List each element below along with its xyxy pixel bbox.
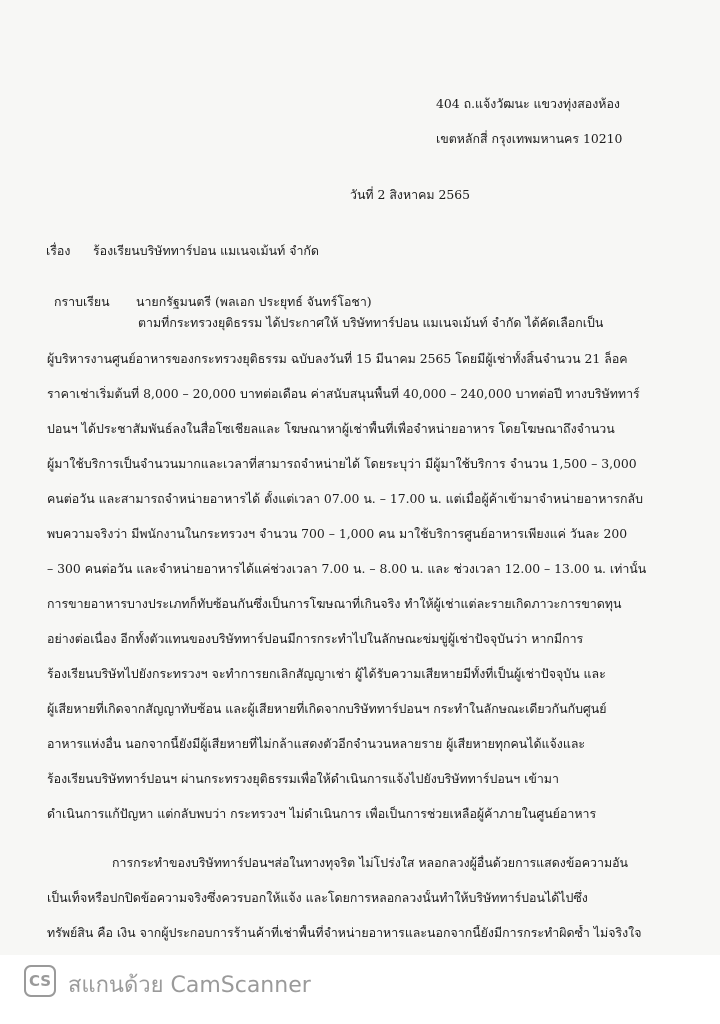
paragraph1-line: การขายอาหารบางประเภทก็ทับซ้อนกันซึ่งเป็นการโฆษณาที่เกินจริง ทำให้ผู้เช่าแต่ละรายเกิดภาวะการขาดทุน (47, 596, 622, 611)
paragraph1-line: คนต่อวัน และสามารถจำหน่ายอาหารได้ ตั้งแต่เวลา 07.00 น. – 17.00 น. แต่เมื่อผู้ค้าเข้ามาจำหน่ายอาหารกลับ (47, 491, 643, 506)
recipient-text: นายกรัฐมนตรี (พลเอก ประยุทธ์ จันทร์โอชา) (136, 294, 372, 309)
subject-text: ร้องเรียนบริษัททาร์ปอน แมเนจเม้นท์ จำกัด (93, 243, 319, 258)
subject-label: เรื่อง (46, 243, 71, 258)
paragraph1-line: ปอนฯ ได้ประชาสัมพันธ์ลงในสื่อโซเชียลและ โฆษณาหาผู้เช่าพื้นที่เพื่อจำหน่ายอาหาร โดยโฆษณาถึงจำนวน (47, 421, 615, 436)
recipient-label: กราบเรียน (54, 294, 110, 309)
letter-date: วันที่ 2 สิงหาคม 2565 (350, 187, 471, 202)
paragraph2-line: เป็นเท็จหรือปกปิดข้อความจริงซึ่งควรบอกให้แจ้ง และโดยการหลอกลวงนั้นทำให้บริษัททาร์ปอนได้ไปซึ่ง (47, 890, 588, 905)
paragraph2-line: ทรัพย์สิน คือ เงิน จากผู้ประกอบการร้านค้าที่เช่าพื้นที่จำหน่ายอาหารและนอกจากนี้ยังมีการกระทำผิดซ้ำ ไม่จริงใจ (47, 925, 642, 940)
paragraph1-line: – 300 คนต่อวัน และจำหน่ายอาหารได้แค่ช่วงเวลา 7.00 น. – 8.00 น. และ ช่วงเวลา 12.00 – 13.00 น. เท่านั้น (47, 561, 647, 576)
sender-address-line-2: เขตหลักสี่ กรุงเทพมหานคร 10210 (436, 131, 623, 146)
paragraph1-line: ผู้เสียหายที่เกิดจากสัญญาทับซ้อน และผู้เสียหายที่เกิดจากบริษัททาร์ปอนฯ กระทำในลักษณะเดียวกันกับศูนย์ (47, 701, 607, 716)
sender-address-line-1: 404 ถ.แจ้งวัฒนะ แขวงทุ่งสองห้อง (436, 96, 620, 111)
paragraph1-line: ดำเนินการแก้ปัญหา แต่กลับพบว่า กระทรวงฯ ไม่ดำเนินการ เพื่อเป็นการช่วยเหลือผู้ค้าภายในศูนย์อาหาร (47, 806, 597, 821)
paragraph1-line: พบความจริงว่า มีพนักงานในกระทรวงฯ จำนวน 700 – 1,000 คน มาใช้บริการศูนย์อาหารเพียงแค่ วันละ 200 (47, 526, 628, 541)
paragraph1-line: ผู้บริหารงานศูนย์อาหารของกระทรวงยุติธรรม ฉบับลงวันที่ 15 มีนาคม 2565 โดยมีผู้เช่าทั้งสิ้นจำนวน 21 ล็อค (47, 351, 628, 366)
paragraph1-line: ผู้มาใช้บริการเป็นจำนวนมากและเวลาที่สามารถจำหน่ายได้ โดยระบุว่า มีผู้มาใช้บริการ จำนวน 1,500 – 3,000 (47, 456, 637, 471)
paragraph1-line: ตามที่กระทรวงยุติธรรม ได้ประกาศให้ บริษัททาร์ปอน แมเนจเม้นท์ จำกัด ได้คัดเลือกเป็น (138, 315, 604, 330)
paragraph1-line: ราคาเช่าเริ่มต้นที่ 8,000 – 20,000 บาทต่อเดือน ค่าสนับสนุนพื้นที่ 40,000 – 240,000 บาทต่อปี ทางบริษัททาร์ (47, 386, 640, 401)
paragraph1-line: ร้องเรียนบริษัททาร์ปอนฯ ผ่านกระทรวงยุติธรรมเพื่อให้ดำเนินการแจ้งไปยังบริษัททาร์ปอนฯ เข้ามา (47, 771, 559, 786)
paragraph1-line: ร้องเรียนบริษัทไปยังกระทรวงฯ จะทำการยกเลิกสัญญาเช่า ผู้ได้รับความเสียหายมีทั้งที่เป็นผู้เช่าปัจจุบัน และ (47, 666, 606, 681)
camscanner-logo-icon: CS (24, 965, 56, 997)
paragraph1-line: อย่างต่อเนื่อง อีกทั้งตัวแทนของบริษัททาร์ปอนมีการกระทำไปในลักษณะข่มขู่ผู้เช่าปัจจุบันว่า หากมีการ (47, 631, 584, 646)
paragraph2-line: การกระทำของบริษัททาร์ปอนฯส่อในทางทุจริต ไม่โปร่งใส หลอกลวงผู้อื่นด้วยการแสดงข้อความอัน (112, 855, 629, 870)
paragraph1-line: อาหารแห่งอื่น นอกจากนี้ยังมีผู้เสียหายที่ไม่กล้าแสดงตัวอีกจำนวนหลายราย ผู้เสียหายทุกคนได้แจ้งและ (47, 736, 586, 751)
camscanner-watermark-text: สแกนด้วย CamScanner (68, 973, 311, 998)
